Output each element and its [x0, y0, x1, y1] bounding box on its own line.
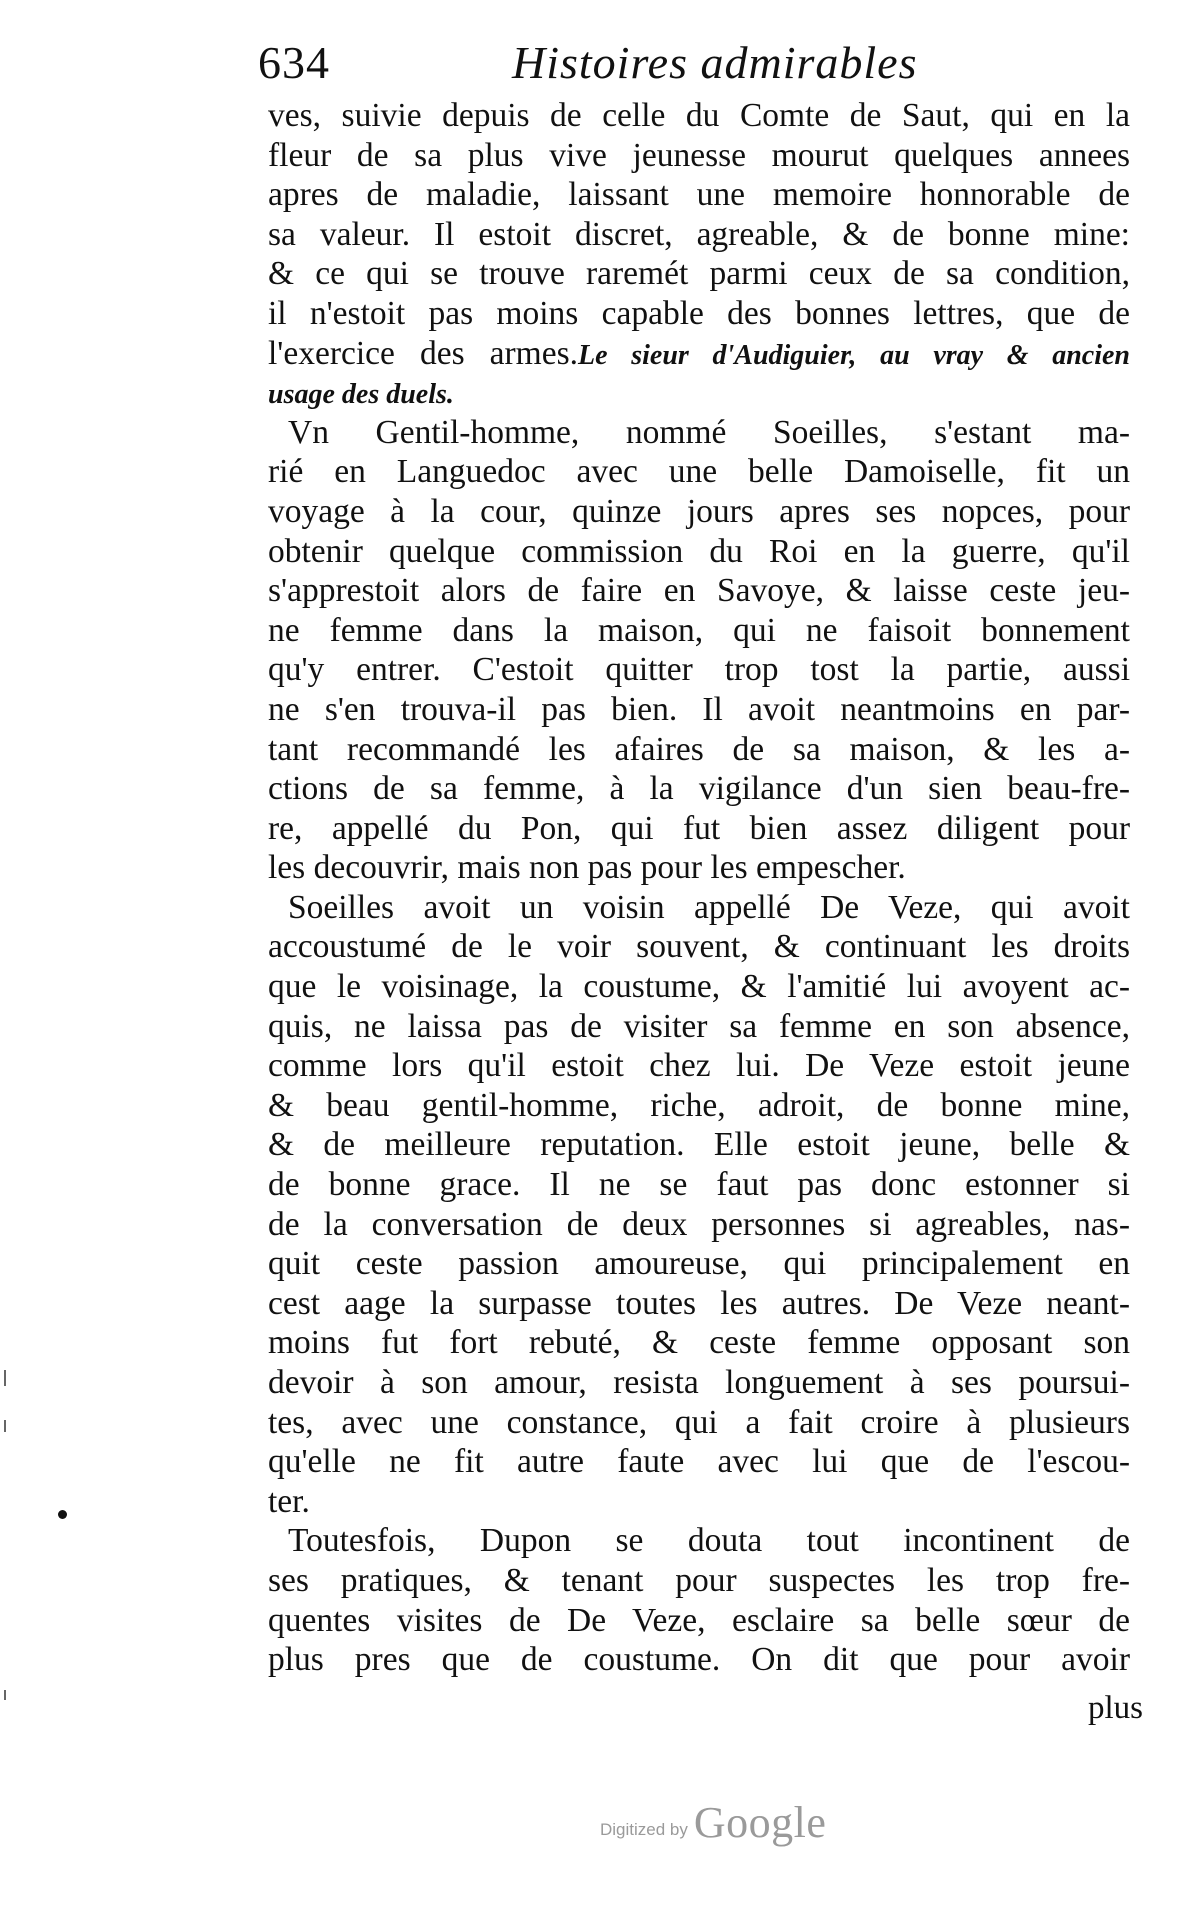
text-line: sa valeur. Il estoit discret, agreable, & de bonne mine:	[268, 215, 1130, 253]
text-line: ses pratiques, & tenant pour suspectes les trop fre-	[268, 1561, 1130, 1599]
text-line: devoir à son amour, resista longuement à ses poursui-	[268, 1364, 1130, 1401]
text-line: accoustumé de le voir souvent, & continuant les droits	[268, 928, 1130, 966]
text-line: ne s'en trouva-il pas bien. Il avoit neantmoins en par-	[268, 690, 1130, 728]
text-line: ctions de sa femme, à la vigilance d'un sien beau-fre-	[268, 770, 1130, 808]
text-line: Vn Gentil-homme, nommé Soeilles, s'estant ma-	[288, 413, 1130, 451]
watermark-prefix: Digitized by	[600, 1820, 688, 1839]
text-line: cest aage la surpasse toutes les autres. De Veze neant-	[268, 1284, 1130, 1322]
text-line: fleur de sa plus vive jeunesse mourut quelques annees	[268, 136, 1130, 174]
text-line: quis, ne laissa pas de visiter sa femme en son absence,	[268, 1007, 1130, 1045]
side-note-2: usage des duels.	[268, 379, 454, 411]
text-line: & ce qui se trouve raremét parmi ceux de sa condition,	[268, 255, 1130, 293]
text-line: comme lors qu'il estoit chez lui. De Veze estoit jeune	[268, 1047, 1130, 1085]
text-line: qu'elle ne fit autre faute avec lui que de l'escou-	[268, 1443, 1130, 1481]
body-text	[268, 96, 1130, 1680]
text-line: l'exercice des armes.	[268, 334, 579, 372]
text-line: ter.	[268, 1482, 310, 1520]
text-line: de bonne grace. Il ne se faut pas donc estonner si	[268, 1166, 1130, 1204]
text-line: s'apprestoit alors de faire en Savoye, & laisse ceste jeu-	[268, 572, 1130, 610]
text-line: ne femme dans la maison, qui ne faisoit bonnement	[268, 611, 1130, 649]
text-line-with-note	[268, 334, 1130, 374]
page-header	[258, 36, 1118, 96]
text-line: ves, suivie depuis de celle du Comte de Saut, qui en la	[268, 97, 1130, 134]
running-title: Histoires admirables	[512, 37, 918, 88]
text-line: quentes visites de De Veze, esclaire sa belle sœur de	[268, 1601, 1130, 1639]
side-note-1: Le sieur d'Audiguier, au vray & ancien	[578, 339, 1130, 371]
watermark-brand: Google	[693, 1798, 827, 1847]
text-line: Toutesfois, Dupon se douta tout incontinent de	[288, 1522, 1130, 1560]
text-line: de la conversation de deux personnes si agreables, nas-	[268, 1205, 1130, 1243]
text-line: il n'estoit pas moins capable des bonnes lettres, que de	[268, 294, 1130, 332]
text-line: que le voisinage, la coustume, & l'amitié lui avoyent ac-	[268, 968, 1130, 1006]
text-line: & de meilleure reputation. Elle estoit jeune, belle &	[268, 1126, 1130, 1164]
text-line: rié en Languedoc avec une belle Damoiselle, fit un	[268, 453, 1130, 491]
text-line: obtenir quelque commission du Roi en la guerre, qu'il	[268, 532, 1130, 570]
text-line: moins fut fort rebuté, & ceste femme opposant son	[268, 1324, 1130, 1362]
page-number: 634	[258, 37, 330, 88]
text-line: quit ceste passion amoureuse, qui principalement en	[268, 1245, 1130, 1283]
catchword: plus	[1088, 1690, 1144, 1726]
text-line: les decouvrir, mais non pas pour les empescher.	[268, 849, 906, 887]
text-line: qu'y entrer. C'estoit quitter trop tost la partie, aussi	[268, 651, 1130, 689]
margin-dot	[58, 1510, 67, 1519]
margin-tick	[4, 1420, 6, 1432]
text-line: apres de maladie, laissant une memoire honnorable de	[268, 176, 1130, 214]
text-line: Soeilles avoit un voisin appellé De Veze, qui avoit	[288, 888, 1130, 926]
text-line: voyage à la cour, quinze jours apres ses nopces, pour	[268, 492, 1130, 530]
text-line: tes, avec une constance, qui a fait croire à plusieurs	[268, 1403, 1130, 1441]
margin-tick	[4, 1690, 6, 1700]
text-line: tant recommandé les afaires de sa maison, & les a-	[268, 730, 1130, 768]
text-line: re, appellé du Pon, qui fut bien assez diligent pour	[268, 809, 1130, 847]
side-note-2-line	[268, 373, 1130, 413]
margin-tick	[4, 1370, 6, 1386]
text-line: plus pres que de coustume. On dit que pour avoir	[268, 1641, 1130, 1679]
digitized-watermark	[600, 1798, 826, 1848]
text-line: & beau gentil-homme, riche, adroit, de bonne mine,	[268, 1086, 1130, 1124]
